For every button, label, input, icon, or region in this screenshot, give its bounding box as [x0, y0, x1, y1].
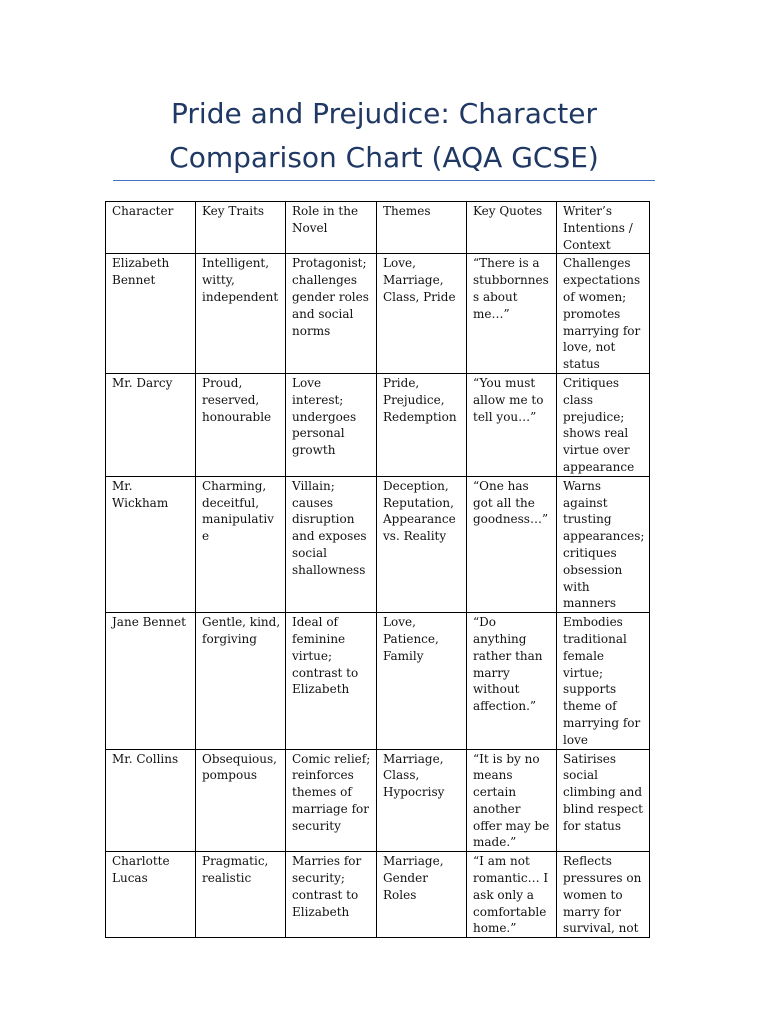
header-role: Role in the Novel — [286, 202, 377, 254]
cell-key-traits: Gentle, kind, forgiving — [196, 613, 286, 749]
cell-role: Love interest; undergoes personal growth — [286, 373, 377, 476]
table-row — [106, 373, 650, 476]
table-header-row — [106, 202, 650, 254]
cell-themes: Marriage, Gender Roles — [377, 852, 467, 938]
cell-themes: Love, Marriage, Class, Pride — [377, 254, 467, 374]
cell-key-traits: Pragmatic, realistic — [196, 852, 286, 938]
cell-key-quotes: “There is a stubbornness about me…” — [467, 254, 557, 374]
cell-key-quotes: “You must allow me to tell you…” — [467, 373, 557, 476]
cell-character: Mr. Wickham — [106, 476, 196, 612]
cell-writers-intentions: Warns against trusting appearances; critiques obsession with manners — [557, 476, 650, 612]
character-comparison-table — [105, 201, 650, 938]
table-row — [106, 476, 650, 612]
title-underline — [113, 180, 655, 181]
cell-key-traits: Intelligent, witty, independent — [196, 254, 286, 374]
table-row — [106, 254, 650, 374]
cell-character: Mr. Collins — [106, 749, 196, 852]
header-writers-intentions: Writer’s Intentions / Context — [557, 202, 650, 254]
cell-character: Charlotte Lucas — [106, 852, 196, 938]
cell-key-traits: Proud, reserved, honourable — [196, 373, 286, 476]
cell-role: Ideal of feminine virtue; contrast to Elizabeth — [286, 613, 377, 749]
header-themes: Themes — [377, 202, 467, 254]
cell-themes: Deception, Reputation, Appearance vs. Reality — [377, 476, 467, 612]
header-character: Character — [106, 202, 196, 254]
cell-writers-intentions: Satirises social climbing and blind respect for status — [557, 749, 650, 852]
cell-writers-intentions: Embodies traditional female virtue; supports theme of marrying for love — [557, 613, 650, 749]
cell-key-traits: Charming, deceitful, manipulative — [196, 476, 286, 612]
table-row — [106, 613, 650, 749]
cell-key-quotes: “I am not romantic… I ask only a comfortable home.” — [467, 852, 557, 938]
cell-role: Protagonist; challenges gender roles and social norms — [286, 254, 377, 374]
cell-role: Comic relief; reinforces themes of marriage for security — [286, 749, 377, 852]
table-row — [106, 749, 650, 852]
cell-role: Marries for security; contrast to Elizabeth — [286, 852, 377, 938]
table-row — [106, 852, 650, 938]
cell-themes: Pride, Prejudice, Redemption — [377, 373, 467, 476]
cell-character: Mr. Darcy — [106, 373, 196, 476]
cell-role: Villain; causes disruption and exposes social shallowness — [286, 476, 377, 612]
cell-character: Jane Bennet — [106, 613, 196, 749]
cell-key-quotes: “One has got all the goodness…” — [467, 476, 557, 612]
cell-writers-intentions: Critiques class prejudice; shows real virtue over appearance — [557, 373, 650, 476]
cell-key-quotes: “Do anything rather than marry without affection.” — [467, 613, 557, 749]
cell-themes: Marriage, Class, Hypocrisy — [377, 749, 467, 852]
document-title: Pride and Prejudice: Character Comparison Chart (AQA GCSE) — [169, 97, 599, 174]
cell-writers-intentions: Challenges expectations of women; promotes marrying for love, not status — [557, 254, 650, 374]
header-key-traits: Key Traits — [196, 202, 286, 254]
cell-character: Elizabeth Bennet — [106, 254, 196, 374]
cell-themes: Love, Patience, Family — [377, 613, 467, 749]
header-key-quotes: Key Quotes — [467, 202, 557, 254]
cell-key-quotes: “It is by no means certain another offer may be made.” — [467, 749, 557, 852]
cell-writers-intentions: Reflects pressures on women to marry for survival, not — [557, 852, 650, 938]
cell-key-traits: Obsequious, pompous — [196, 749, 286, 852]
